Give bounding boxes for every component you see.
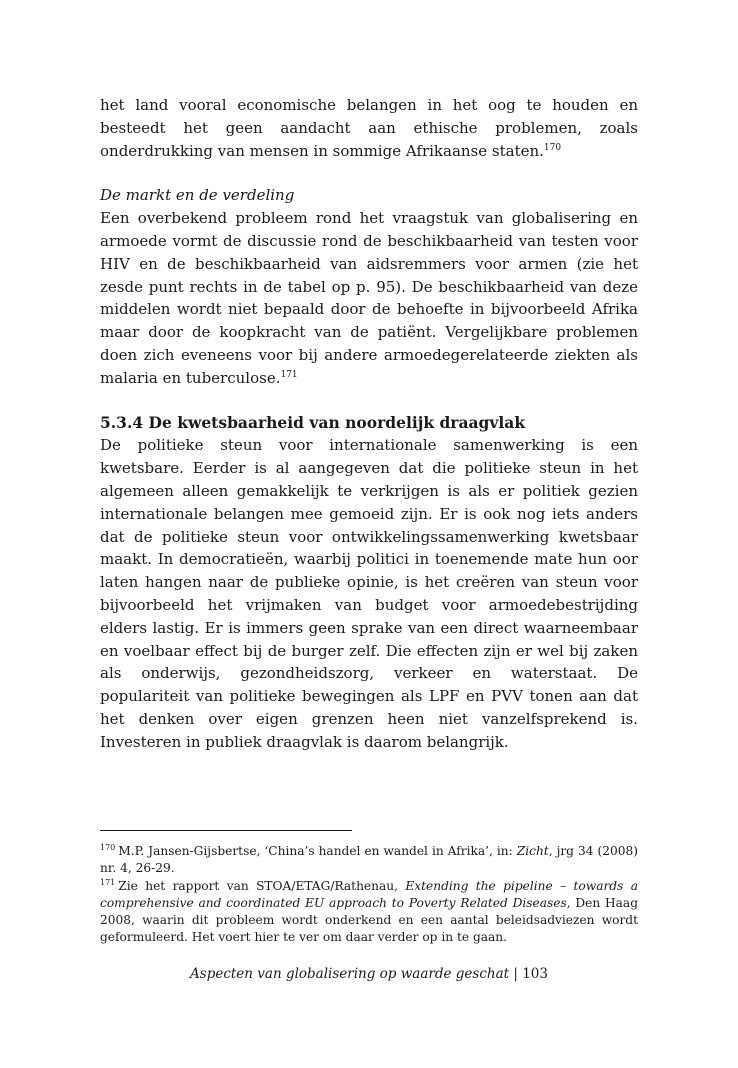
paragraph-1 [100, 94, 638, 162]
paragraph-2-text: Een overbekend probleem rond het vraagstuk van globalisering en armoede vormt de discussie rond de beschikbaarheid van testen voor HIV en de beschikbaarheid van aidsremmers voor armen (zie het zesde punt rechts in de tabel op p. 95). De beschikbaarheid van deze middelen wordt niet bepaald door de behoefte in bijvoorbeeld Afrika maar door de koopkracht van de patiënt. Vergelijkbare problemen doen zich eveneens voor bij andere armoedegerelateerde ziekten als malaria en tuberculose. [100, 209, 638, 387]
paragraph-2 [100, 207, 638, 389]
footnote-journal: Zicht, [516, 844, 553, 858]
main-text [100, 94, 638, 754]
footnote-report-title: Extending the pipeline – towards a comprehensive and coordinated EU approach to Poverty Related Diseases [100, 878, 638, 910]
footnote-text-end: , Den Haag 2008, waarin dit probleem wordt onderkend en een aantal beleidsadviezen wordt geformuleerd. Het voert hier te ver om daar verder op in te gaan. [100, 895, 639, 945]
section-heading: 5.3.4 De kwetsbaarheid van noordelijk draagvlak [100, 412, 526, 432]
footnote-170 [100, 843, 638, 878]
footnote-text: M.P. Jansen-Gijsbertse, ‘China’s handel en wandel in Afrika’, in: [118, 844, 517, 858]
footnote-ref-170[interactable]: 170 [543, 142, 562, 153]
footnote-171 [100, 878, 638, 947]
footnote-text: Zie het rapport van STOA/ETAG/Rathenau, [118, 878, 406, 893]
footnote-divider [100, 830, 352, 831]
footer-separator: | [509, 966, 523, 982]
paragraph-1-text: het land vooral economische belangen in het oog te houden en besteedt het geen aandacht aan ethische problemen, zoals onderdrukking van mensen in sommige Afrikaanse staten. [100, 96, 638, 160]
paragraph-3: De politieke steun voor internationale samenwerking is een kwetsbare. Eerder is al aangegeven dat die politieke steun in het algemeen alleen gemakkelijk te verkrijgen is als er politiek gezien internationale belangen mee gemoeid zijn. Er is ook nog iets anders dat de politieke steun voor ontwikkelingssamenwerking kwetsbaar maakt. In democratieën, waarbij politici in toenemende mate hun oor laten hangen naar de publieke opinie, is het creëren van steun voor bijvoorbeeld het vrijmaken van budget voor armoedebestrijding elders lastig. Er is immers geen sprake van een direct waarneembaar en voelbaar effect bij de burger zelf. Die effecten zijn er wel bij zaken als onderwijs, gezondheidszorg, verkeer en waterstaat. De populariteit van politieke bewegingen als LPF en PVV tonen aan dat het denken over eigen grenzen heen niet vanzelfsprekend is. Investeren in publiek draagvlak is daarom belangrijk. [100, 436, 638, 751]
subheading-markt: De markt en de verdeling [100, 186, 295, 205]
footnote-number: 170 [100, 842, 116, 852]
footnotes [100, 843, 638, 947]
footnote-text-end: jrg 34 (2008) nr. 4, 26-29. [100, 844, 638, 876]
footnote-number: 171 [100, 877, 116, 887]
page-number: 103 [522, 966, 548, 982]
footnote-ref-171[interactable]: 171 [280, 369, 298, 380]
page-footer [100, 966, 638, 982]
running-title: Aspecten van globalisering op waarde geschat [190, 966, 510, 982]
